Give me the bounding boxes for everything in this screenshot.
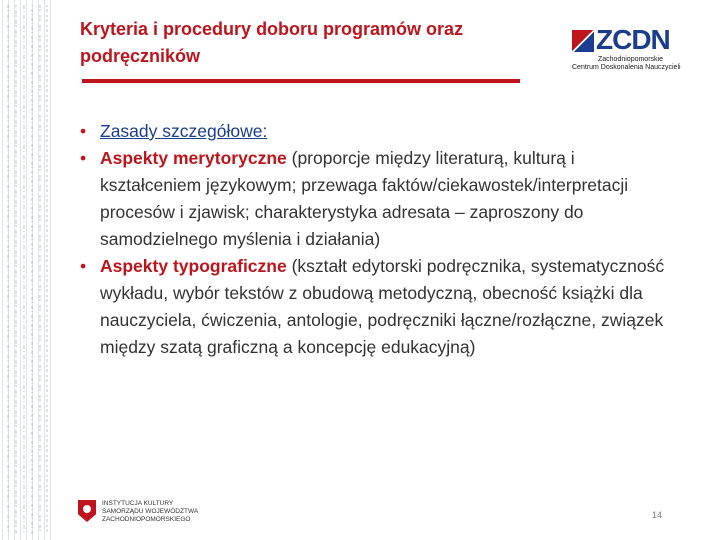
- footer-line-2: SAMORZĄDU WOJEWÓDZTWA: [102, 508, 199, 515]
- footer-institution: [102, 500, 198, 524]
- handwriting-decoration: [0, 0, 52, 540]
- bullet-text: (proporcje między literaturą, kulturą i kształceniem językowym; przewaga faktów/ciekawostek/interpretacji procesów i zjawisk; charakterystyka adresata – zaproszony do samodzielnego myślenia i działania): [100, 148, 629, 249]
- title-divider: [82, 79, 520, 83]
- griffin-crest-icon: [78, 500, 96, 522]
- bullet-item: [80, 145, 680, 253]
- logo-subtitle-2: Centrum Doskonalenia Nauczycieli: [572, 64, 681, 71]
- bullet-term: Aspekty typograficzne: [100, 256, 287, 276]
- bullet-dot-icon: •: [80, 256, 87, 276]
- bullet-item: [80, 118, 680, 145]
- zcdn-logo-icon: [572, 30, 594, 52]
- bullet-text: (kształt edytorski podręcznika, systematyczność wykładu, wybór tekstów z obudową metodyczną, obecność książki dla nauczyciela, ćwiczenia, antologie, podręczniki łączne/rozłączne, związek między szatą graficzną a koncepcję edukacyjną): [100, 256, 665, 357]
- slide-title: Kryteria i procedury doboru programów oraz podręczników: [80, 19, 464, 66]
- bullet-heading: Zasady szczegółowe:: [100, 121, 268, 141]
- bullet-item: [80, 253, 680, 361]
- bullet-dot-icon: •: [80, 148, 87, 168]
- zcdn-logo: [570, 26, 690, 76]
- footer-line-1: INSTYTUCJA KULTURY: [102, 500, 174, 507]
- page-number: 14: [652, 510, 663, 520]
- bullet-dot-icon: •: [80, 121, 87, 141]
- slide-content: [80, 118, 680, 361]
- logo-subtitle-1: Zachodniopomorskie: [598, 56, 663, 63]
- logo-name: ZCDN: [596, 24, 670, 55]
- bullet-term: Aspekty merytoryczne: [100, 148, 287, 168]
- footer-line-3: ZACHODNIOPOMORSKIEGO: [102, 516, 191, 523]
